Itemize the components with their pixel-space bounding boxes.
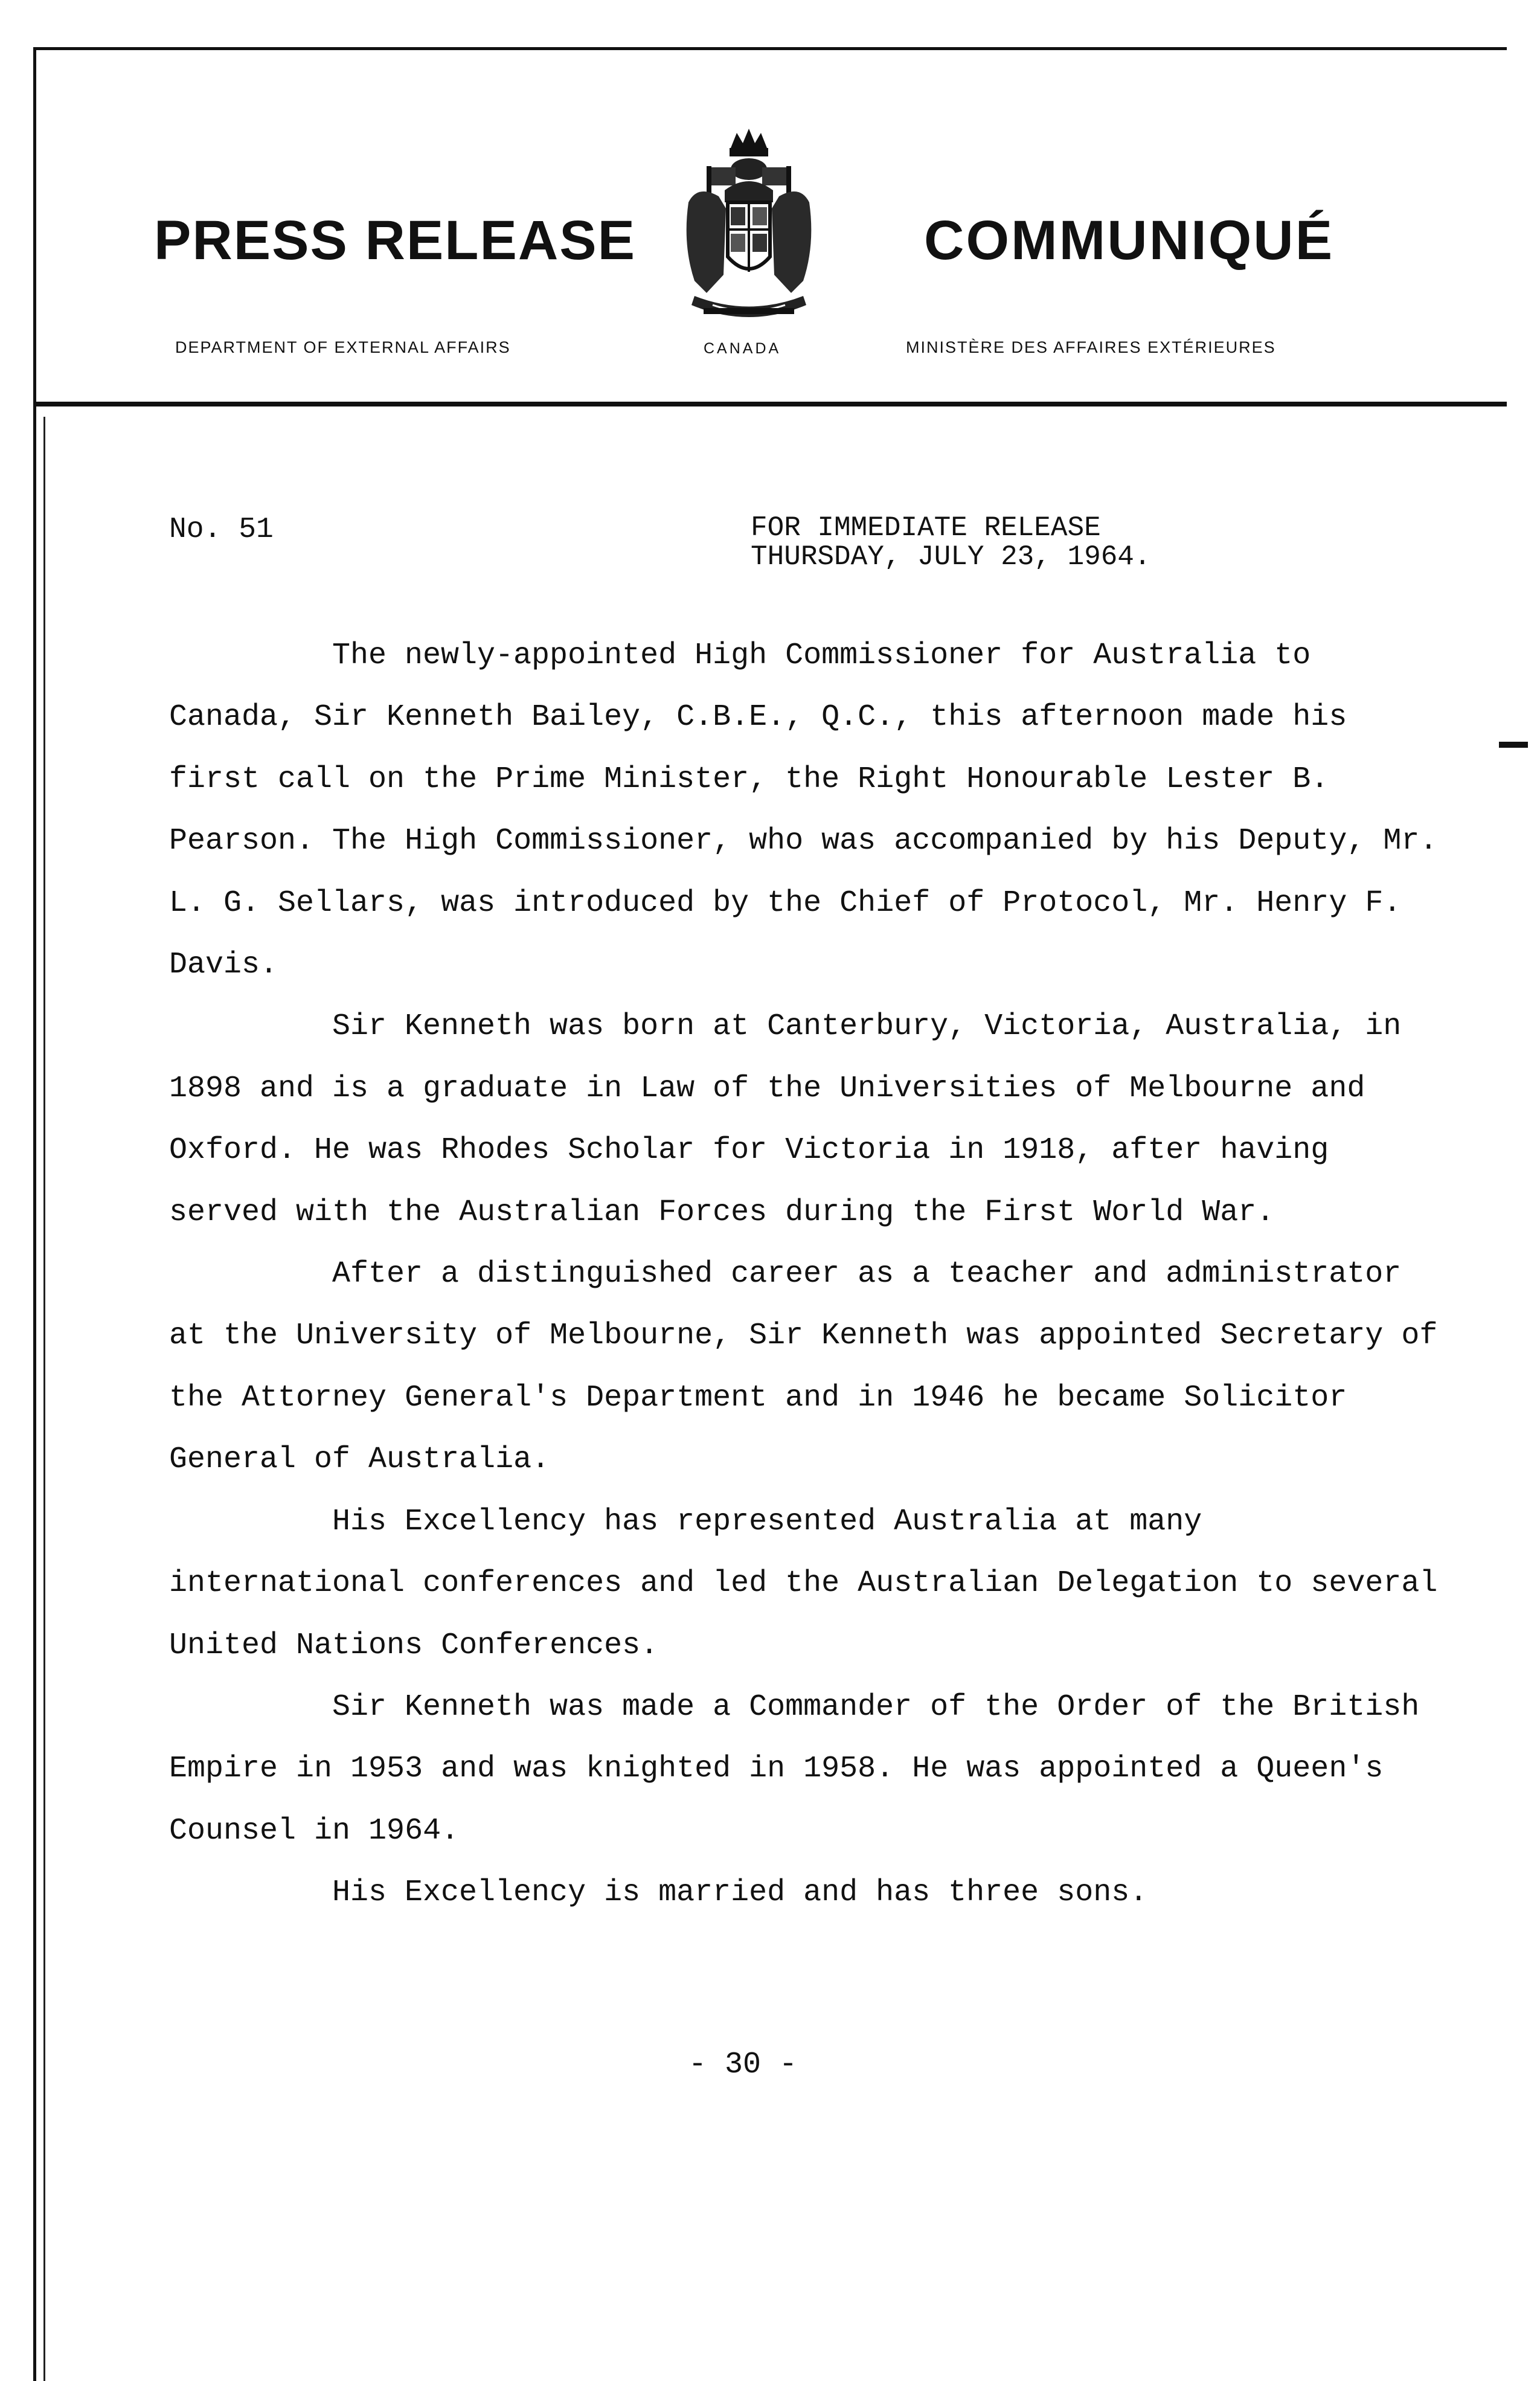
paragraph: Sir Kenneth was made a Commander of the Order of the British Empire in 1953 and was knighted in 1958. He was appointed a Queen's Counsel in 1964. <box>169 1689 1420 1848</box>
header-divider <box>36 402 1507 406</box>
release-info <box>751 513 1151 571</box>
communique-title: COMMUNIQUÉ <box>924 210 1335 271</box>
paragraph: Sir Kenneth was born at Canterbury, Victoria, Australia, in 1898 and is a graduate in Law of the Universities of Melbourne and Oxford. He was Rhodes Scholar for Victoria in 1918, after having served with the Australian Forces during the First World War. <box>169 1009 1402 1230</box>
margin-mark <box>1499 742 1528 748</box>
paragraph: The newly-appointed High Commissioner for Australia to Canada, Sir Kenneth Bailey, C.B.E., Q.C., this afternoon made his first call on the Prime Minister, the Right Honourable Lester B. Pearson. The High Commissioner, who was accompanied by his Deputy, Mr. L. G. Sellars, was introduced by the Chief of Protocol, Mr. Henry F. Davis. <box>169 638 1438 983</box>
coat-of-arms-icon <box>670 124 827 335</box>
press-release-title: PRESS RELEASE <box>154 210 636 271</box>
page-frame-top <box>33 47 1507 50</box>
page-number: - 30 - <box>688 2048 798 2082</box>
release-number: No. 51 <box>169 513 274 546</box>
paragraph: His Excellency is married and has three sons. <box>332 1875 1148 1910</box>
release-date: THURSDAY, JULY 23, 1964. <box>751 541 1151 573</box>
release-status: FOR IMMEDIATE RELEASE <box>751 512 1101 544</box>
paragraph: His Excellency has represented Australia at many international conferences and led the Australian Delegation to several United Nations Conferences. <box>169 1504 1438 1663</box>
page-frame-left <box>33 47 36 2381</box>
country-label: CANADA <box>704 340 781 357</box>
paragraph: After a distinguished career as a teacher and administrator at the University of Melbourne, Sir Kenneth was appointed Secretary of the Attorney General's Department and in 1946 he became Solicitor General of Australia. <box>169 1257 1438 1477</box>
press-release-body <box>169 625 1455 1924</box>
department-name-english: DEPARTMENT OF EXTERNAL AFFAIRS <box>175 338 511 356</box>
page-frame-inner-left <box>43 417 45 2381</box>
department-name-french: MINISTÈRE DES AFFAIRES EXTÉRIEURES <box>906 338 1276 356</box>
